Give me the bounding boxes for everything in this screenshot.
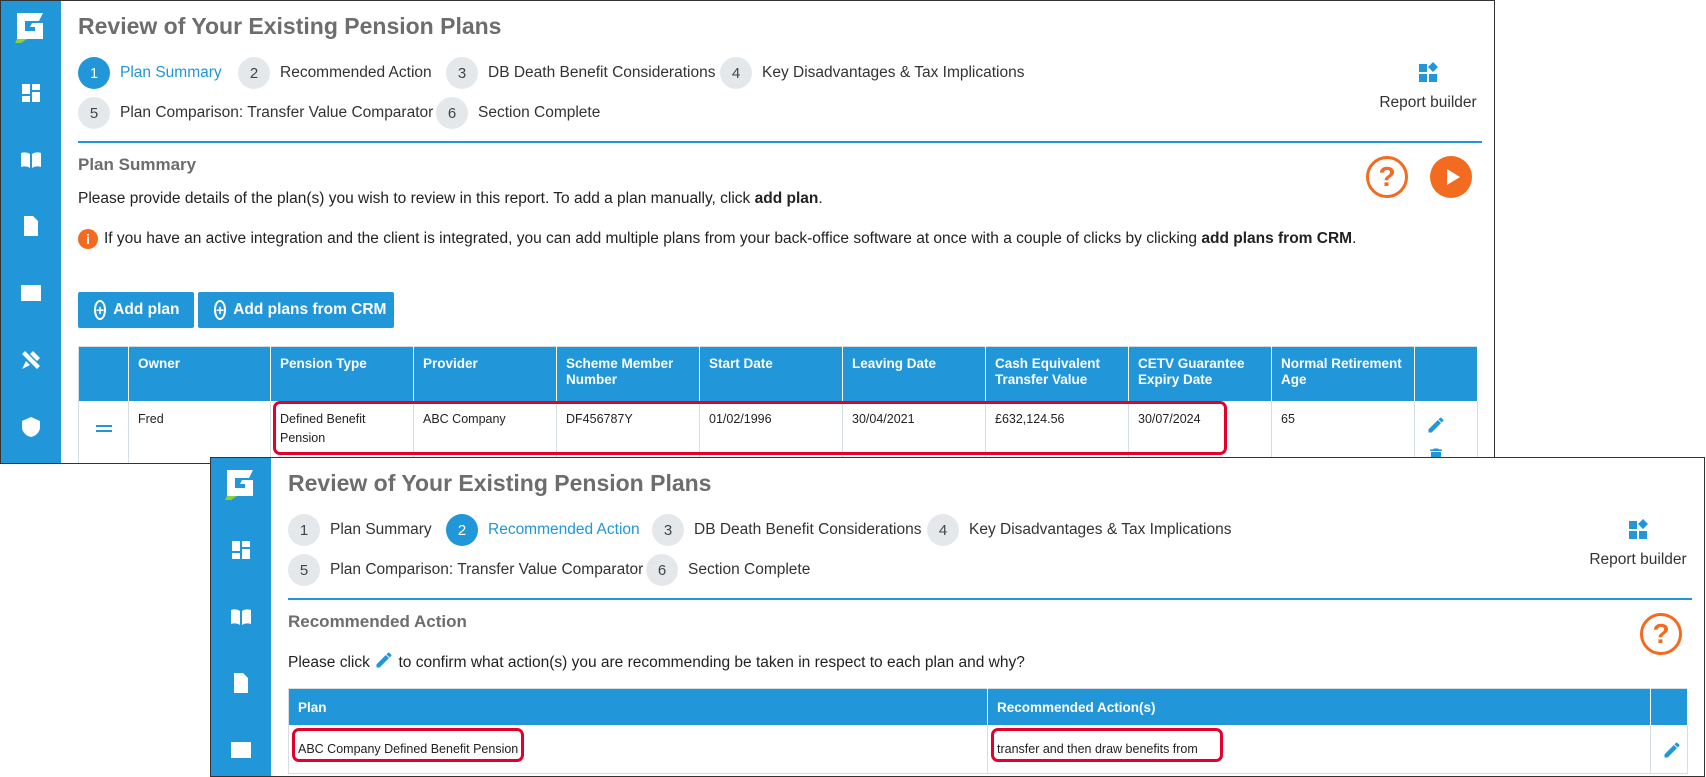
owner-cell: Fred bbox=[129, 401, 271, 464]
logo-icon[interactable] bbox=[223, 466, 257, 500]
folder-icon[interactable] bbox=[229, 738, 253, 762]
cetv-cell: £632,124.56 bbox=[986, 401, 1129, 464]
step-plan-summary[interactable] bbox=[78, 57, 222, 89]
table-header-row bbox=[289, 689, 1688, 726]
step-label: Key Disadvantages & Tax Implications bbox=[762, 64, 1025, 81]
help-icon[interactable]: ? bbox=[1366, 156, 1408, 198]
intro-prefix: Please provide details of the plan(s) you wish to review in this report. To add a plan manually, click bbox=[78, 190, 755, 207]
scheme-member-number-cell: DF456787Y bbox=[557, 401, 700, 464]
highlight-box bbox=[273, 401, 1227, 455]
info-icon: i bbox=[78, 229, 98, 249]
page-title: Review of Your Existing Pension Plans bbox=[78, 13, 502, 39]
step-label: Section Complete bbox=[688, 561, 811, 578]
step-number: 5 bbox=[78, 97, 110, 129]
pencil-icon[interactable] bbox=[1662, 740, 1682, 763]
col-plan: Plan bbox=[289, 689, 988, 726]
drag-handle-icon[interactable] bbox=[96, 425, 112, 427]
col-scheme-member-number: Scheme Member Number bbox=[557, 347, 700, 402]
info-prefix: If you have an active integration and the client is integrated, you can add multiple plans from your back-office software at once with a couple of clicks by clicking bbox=[104, 230, 1202, 248]
info-suffix: . bbox=[1352, 230, 1357, 248]
step-label: Recommended Action bbox=[488, 521, 640, 538]
section-title: Recommended Action bbox=[288, 612, 467, 631]
step-label: Section Complete bbox=[478, 104, 601, 121]
add-plan-label: Add plan bbox=[113, 301, 180, 318]
recommended-action-cell: transfer and then draw benefits from bbox=[988, 725, 1651, 774]
help-icon[interactable]: ? bbox=[1640, 613, 1682, 655]
plus-icon: + bbox=[96, 302, 105, 318]
report-builder-icon bbox=[1626, 529, 1650, 546]
step-number: 2 bbox=[238, 57, 270, 89]
col-owner: Owner bbox=[129, 347, 271, 402]
info-bold: add plans from CRM bbox=[1201, 230, 1353, 248]
step-number: 1 bbox=[78, 57, 110, 89]
step-number: 3 bbox=[446, 57, 478, 89]
step-label: DB Death Benefit Considerations bbox=[488, 64, 716, 81]
col-nra: Normal Retirement Age bbox=[1272, 347, 1415, 402]
col-leaving-date: Leaving Date bbox=[843, 347, 986, 402]
sidebar bbox=[1, 1, 61, 463]
step-plan-summary[interactable] bbox=[288, 514, 432, 546]
report-builder-button[interactable] bbox=[1373, 61, 1483, 112]
section-title: Plan Summary bbox=[78, 155, 197, 174]
dashboard-icon[interactable] bbox=[229, 538, 253, 562]
table-header-row bbox=[79, 347, 1478, 402]
step-number: 4 bbox=[927, 514, 959, 546]
pension-type-cell: Defined Benefit Pension bbox=[271, 401, 414, 464]
report-builder-button[interactable] bbox=[1583, 518, 1693, 569]
shield-icon[interactable] bbox=[19, 415, 43, 439]
step-plan-comparison[interactable] bbox=[288, 554, 643, 586]
pencil-icon[interactable] bbox=[1426, 415, 1446, 441]
highlight-box-plan bbox=[292, 728, 524, 762]
nra-cell: 65 bbox=[1272, 401, 1415, 464]
step-label: Key Disadvantages & Tax Implications bbox=[969, 521, 1232, 538]
logo-icon[interactable] bbox=[13, 9, 47, 43]
col-edit bbox=[1651, 689, 1688, 726]
pencil-icon bbox=[374, 654, 394, 671]
col-provider: Provider bbox=[414, 347, 557, 402]
step-label: DB Death Benefit Considerations bbox=[694, 521, 922, 538]
step-number: 2 bbox=[446, 514, 478, 546]
step-recommended-action[interactable] bbox=[446, 514, 640, 546]
step-db-death-benefit[interactable] bbox=[652, 514, 921, 546]
sidebar bbox=[211, 458, 271, 776]
step-number: 1 bbox=[288, 514, 320, 546]
intro-text bbox=[78, 190, 823, 208]
main-content bbox=[78, 1, 1482, 463]
step-number: 5 bbox=[288, 554, 320, 586]
intro-suffix: . bbox=[818, 190, 823, 207]
intro-bold: add plan bbox=[754, 190, 819, 207]
plus-icon: + bbox=[216, 302, 225, 318]
step-label: Plan Summary bbox=[330, 521, 432, 538]
col-pension-type: Pension Type bbox=[271, 347, 414, 402]
step-number: 6 bbox=[646, 554, 678, 586]
step-db-death-benefit[interactable] bbox=[446, 57, 715, 89]
info-text bbox=[78, 229, 1356, 249]
step-label: Plan Comparison: Transfer Value Comparator bbox=[330, 561, 644, 578]
plan-cell: ABC Company Defined Benefit Pension bbox=[289, 725, 988, 774]
report-builder-label: Report builder bbox=[1589, 551, 1687, 568]
play-icon[interactable] bbox=[1430, 156, 1472, 198]
add-plans-crm-label: Add plans from CRM bbox=[233, 301, 387, 318]
report-builder-icon bbox=[1416, 72, 1440, 89]
step-key-disadvantages[interactable] bbox=[720, 57, 1025, 89]
step-label: Recommended Action bbox=[280, 64, 432, 81]
tools-icon[interactable] bbox=[19, 348, 43, 372]
col-start-date: Start Date bbox=[700, 347, 843, 402]
book-icon[interactable] bbox=[19, 148, 43, 172]
col-recommended-actions: Recommended Action(s) bbox=[988, 689, 1651, 726]
folder-icon[interactable] bbox=[19, 281, 43, 305]
edit-cell bbox=[1651, 725, 1688, 774]
page-title: Review of Your Existing Pension Plans bbox=[288, 470, 712, 496]
add-plans-crm-button[interactable] bbox=[198, 292, 394, 328]
book-icon[interactable] bbox=[229, 605, 253, 629]
actions-cell bbox=[1415, 401, 1478, 464]
provider-cell: ABC Company bbox=[414, 401, 557, 464]
step-number: 4 bbox=[720, 57, 752, 89]
recommended-action-window bbox=[210, 457, 1705, 777]
section-divider bbox=[288, 598, 1692, 600]
report-builder-label: Report builder bbox=[1379, 94, 1477, 111]
cetv-expiry-cell: 30/07/2024 bbox=[1129, 401, 1272, 464]
instruction-suffix: to confirm what action(s) you are recommending be taken in respect to each plan and why? bbox=[394, 654, 1025, 671]
instruction-prefix: Please click bbox=[288, 654, 375, 671]
col-cetv: Cash Equivalent Transfer Value bbox=[986, 347, 1129, 402]
step-label: Plan Comparison: Transfer Value Comparator bbox=[120, 104, 434, 121]
section-divider bbox=[78, 141, 1482, 143]
col-handle bbox=[79, 347, 129, 402]
leaving-date-cell: 30/04/2021 bbox=[843, 401, 986, 464]
dashboard-icon[interactable] bbox=[19, 81, 43, 105]
highlight-box-action bbox=[991, 728, 1223, 762]
document-icon[interactable] bbox=[229, 671, 253, 695]
step-plan-comparison[interactable] bbox=[78, 97, 433, 129]
add-plan-button[interactable] bbox=[78, 292, 194, 328]
drag-handle-cell[interactable] bbox=[79, 401, 129, 464]
step-section-complete[interactable] bbox=[436, 97, 600, 129]
step-section-complete[interactable] bbox=[646, 554, 810, 586]
step-key-disadvantages[interactable] bbox=[927, 514, 1232, 546]
col-actions bbox=[1415, 347, 1478, 402]
start-date-cell: 01/02/1996 bbox=[700, 401, 843, 464]
document-icon[interactable] bbox=[19, 214, 43, 238]
instruction-text bbox=[288, 650, 1025, 672]
step-recommended-action[interactable] bbox=[238, 57, 432, 89]
step-number: 3 bbox=[652, 514, 684, 546]
step-label: Plan Summary bbox=[120, 64, 222, 81]
step-number: 6 bbox=[436, 97, 468, 129]
col-cetv-expiry: CETV Guarantee Expiry Date bbox=[1129, 347, 1272, 402]
main-content bbox=[288, 458, 1692, 776]
